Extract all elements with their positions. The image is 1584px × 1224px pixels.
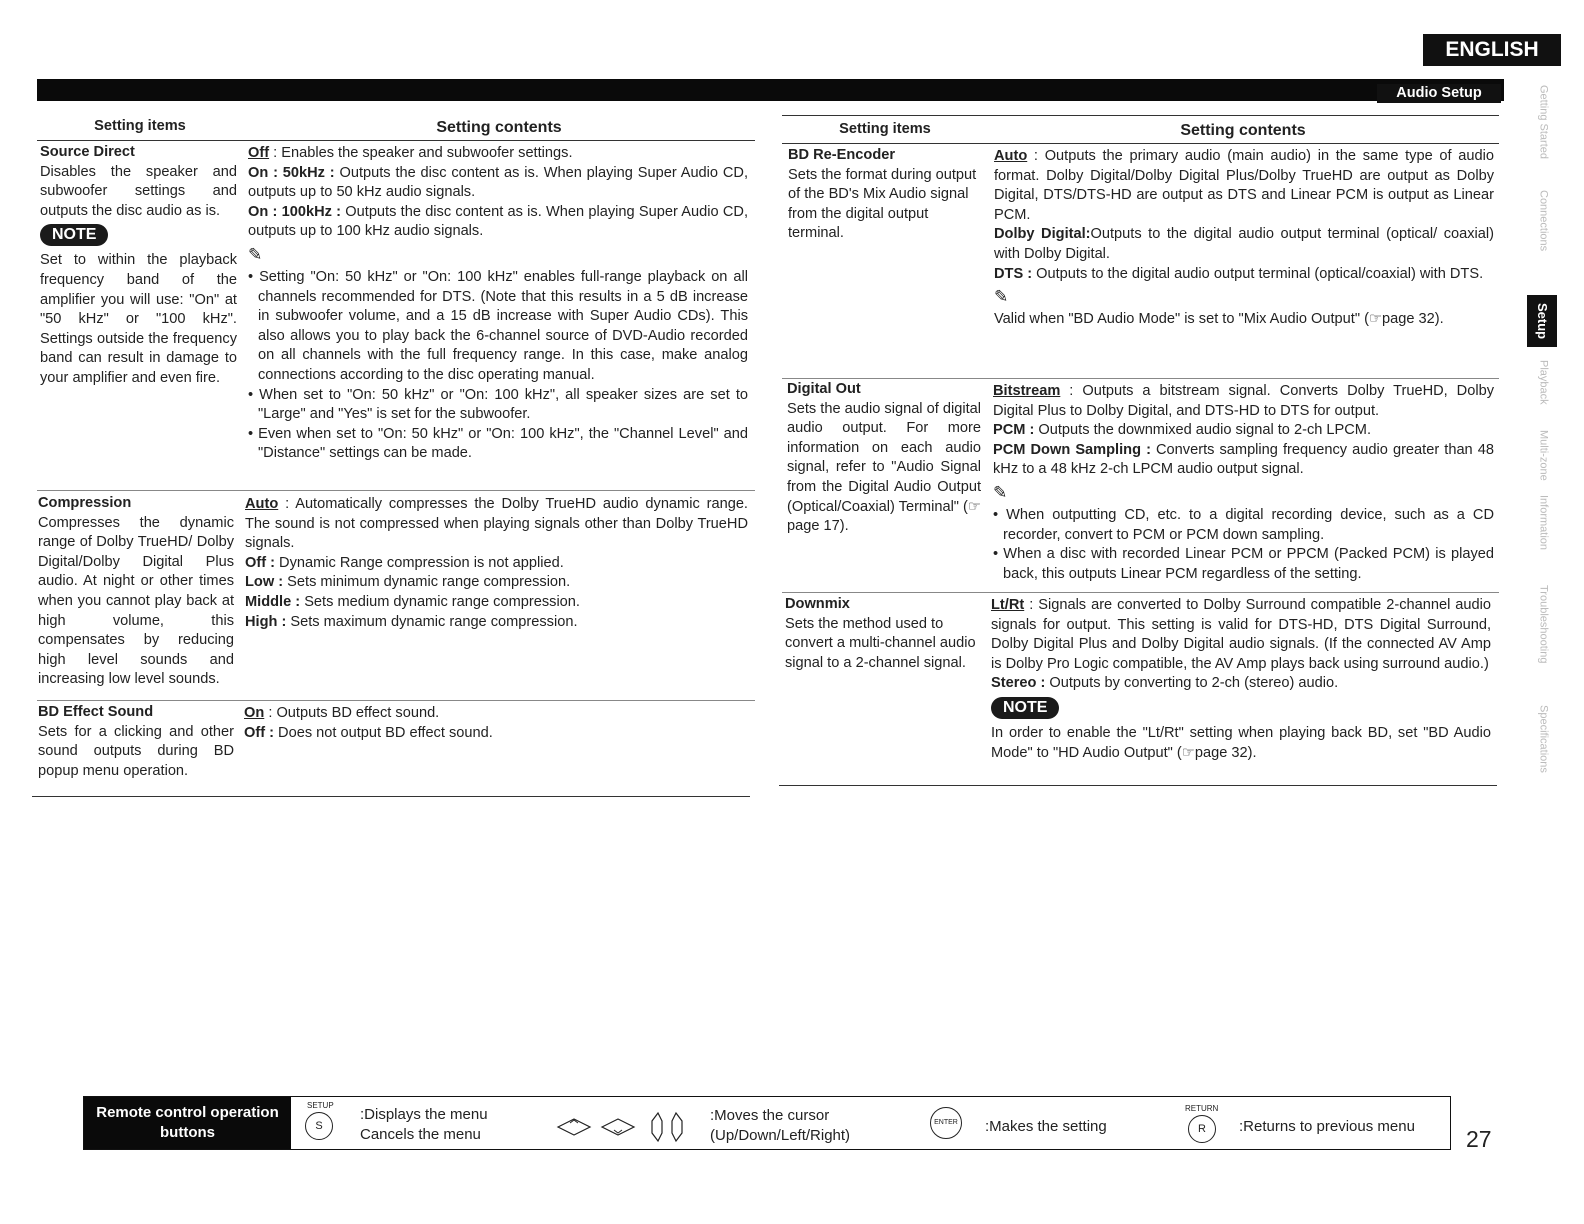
option-key: On : 100kHz :: [248, 203, 342, 220]
option-text: Outputs the downmixed audio signal to 2-ch LPCM.: [1034, 422, 1372, 439]
sidenav-playback[interactable]: Playback: [1537, 360, 1550, 405]
sidenav-getting-started[interactable]: Getting Started: [1537, 85, 1550, 159]
side-navigation: [1527, 85, 1557, 905]
setup-button-icon: S: [305, 1112, 333, 1140]
left-header-rule: [37, 140, 755, 141]
option-key: On : 50kHz :: [248, 164, 335, 181]
option-text: : Signals are converted to Dolby Surround compatible 2-channel audio signals for output. This setting is valid for DTS-HD, DTS Digital Surround, Dolby Digital Plus and Dolby Digital audio signals. (If the connected AV Amp is Dolby Pro Logic compatible, the AV Amp plays back using surround audio.): [991, 597, 1491, 672]
header-bar: [37, 79, 1504, 101]
option-key: Auto: [245, 496, 279, 512]
digital-out-title: Digital Out: [787, 381, 861, 397]
downmix-note: In order to enable the "Lt/Rt" setting when playing back BD, set "BD Audio Mode" to "HD Audio Output" (☞page 32).: [991, 724, 1491, 761]
cursor-text-1: :Moves the cursor: [710, 1107, 830, 1124]
bd-effect-desc: Sets for a clicking and other sound outputs during BD popup menu operation.: [38, 723, 234, 779]
option-text: : Outputs BD effect sound.: [264, 705, 440, 721]
right-header-contents: Setting contents: [1180, 122, 1306, 139]
option-sep: :: [269, 145, 282, 161]
option-key: PCM Down Sampling :: [993, 441, 1151, 458]
bd-reencoder-item: [788, 146, 984, 244]
pencil-icon: ✎: [993, 482, 1008, 502]
right-header-items: Setting items: [839, 121, 931, 137]
source-direct-title: Source Direct: [40, 144, 135, 160]
row-divider: [37, 490, 755, 491]
option-key: Dolby Digital:: [994, 226, 1091, 243]
option-text: : Automatically compresses the Dolby TrueHD audio dynamic range. The sound is not compressed when playing signals other than Dolby TrueHD signals.: [245, 496, 748, 552]
tip-bullet: • When set to "On: 50 kHz" or "On: 100 kHz", all speaker sizes are set to "Large" and "Yes" is set for the subwoofer.: [248, 386, 748, 423]
option-text: Outputs by converting to 2-ch (stereo) audio.: [1045, 675, 1339, 692]
return-text: :Returns to previous menu: [1239, 1118, 1415, 1135]
sidenav-multi-zone[interactable]: Multi-zone: [1537, 430, 1550, 481]
option-text: Outputs the disc content as is. When playing Super Audio CD, outputs up to 100 kHz audio signals.: [248, 203, 748, 240]
compression-title: Compression: [38, 495, 132, 511]
option-key: High :: [245, 613, 287, 630]
option-key: Auto: [994, 148, 1028, 164]
tip-bullet: • Setting "On: 50 kHz" or "On: 100 kHz" enables full-range playback on all channels recommended for DTS. (Note that this results in a 5 dB increase in subwoofer volume, and a 15 dB increase with Super Audio CDs). This also allows you to play back the 6-channel source of DVD-Audio recorded on all channels with the full frequency range. In this case, make analog connections according to the disc operating manual.: [248, 268, 748, 383]
option-key: Low :: [245, 574, 284, 591]
compression-content: [245, 495, 748, 632]
option-key: Off :: [245, 554, 275, 571]
digital-out-content: [993, 382, 1494, 584]
table-bottom-rule: [779, 785, 1497, 786]
bd-effect-item: [38, 703, 234, 781]
bd-effect-title: BD Effect Sound: [38, 704, 154, 720]
digital-out-desc: Sets the audio signal of digital audio output. For more information on each audio signal, refer to "Audio Signal from the Digital Audio Output (Optical/Coaxial) Terminal" (☞page 17).: [787, 400, 981, 535]
remote-control-footer: [83, 1096, 1451, 1150]
setup-text-1: :Displays the menu: [360, 1106, 488, 1123]
cursor-buttons-icon: [554, 1111, 694, 1143]
source-direct-content: [248, 144, 748, 464]
left-header-items: Setting items: [94, 118, 186, 134]
table-bottom-rule: [32, 796, 750, 797]
bd-reencoder-title: BD Re-Encoder: [788, 147, 896, 163]
tip-bullet: • Even when set to "On: 50 kHz" or "On: 100 kHz", the "Channel Level" and "Distance" settings can be made.: [248, 425, 748, 462]
sidenav-troubleshooting[interactable]: Troubleshooting: [1537, 585, 1550, 664]
row-divider: [37, 700, 755, 701]
digital-out-item: [787, 380, 981, 537]
option-key: Off: [248, 145, 270, 161]
option-text: Sets maximum dynamic range compression.: [286, 613, 578, 630]
option-key: On: [244, 705, 265, 721]
source-direct-note: Set to within the playback frequency band of the amplifier you will use: "On" at "50 kHz" or "100 kHz". Settings outside the frequency band can result in damage to your amplifier and even fire.: [40, 252, 237, 386]
bd-reencoder-desc: Sets the format during output of the BD's Mix Audio signal from the digital output terminal.: [788, 166, 977, 242]
option-key: Off :: [244, 724, 274, 741]
sidenav-specifications[interactable]: Specifications: [1537, 705, 1550, 773]
right-header-rule: [782, 143, 1499, 144]
left-header-contents: Setting contents: [436, 119, 562, 136]
option-key: Middle :: [245, 593, 301, 610]
sidenav-information[interactable]: Information: [1537, 495, 1550, 551]
compression-desc: Compresses the dynamic range of Dolby TrueHD/ Dolby Digital/Dolby Digital Plus audio. At night or other times when you cannot play back at high volume, this compensates by reducing high level sounds and increasing low level sounds.: [38, 514, 234, 688]
tip-bullet: • When a disc with recorded Linear PCM or PPCM (Packed PCM) is played back, this outputs Linear PCM regardless of the setting.: [993, 546, 1494, 582]
sidenav-connections[interactable]: Connections: [1537, 190, 1550, 252]
pencil-icon: ✎: [994, 287, 1009, 307]
sidenav-setup[interactable]: Setup: [1527, 295, 1557, 347]
option-text: Outputs the disc content as is. When playing Super Audio CD, outputs up to 50 kHz audio signals.: [248, 164, 748, 201]
option-text: : Outputs the primary audio (main audio) in the same type of audio format. Dolby Digital/Dolby Digital Plus/Dolby TrueHD are output as Dolby Digital, DTS/DTS-HD are output as DTS and Linear PCM is output as Linear PCM.: [994, 148, 1494, 223]
option-text: Sets medium dynamic range compression.: [300, 593, 580, 610]
note-badge: NOTE: [40, 224, 108, 246]
option-text: Does not output BD effect sound.: [274, 724, 493, 741]
downmix-desc: Sets the method used to convert a multi-channel audio signal to a 2-channel signal.: [785, 615, 976, 671]
section-title: Audio Setup: [1377, 84, 1501, 103]
option-text: Enables the speaker and subwoofer settings.: [281, 145, 573, 161]
enter-text: :Makes the setting: [985, 1118, 1107, 1135]
option-text: Outputs to the digital audio output terminal (optical/coaxial) with DTS.: [1032, 265, 1484, 282]
row-divider: [782, 592, 1499, 593]
tip-bullet: • When outputting CD, etc. to a digital recording device, such as a CD recorder, convert to PCM or PCM down sampling.: [993, 506, 1494, 543]
source-direct-desc: Disables the speaker and subwoofer settings and outputs the disc audio as is.: [40, 163, 237, 219]
option-text: : Outputs a bitstream signal. Converts Dolby TrueHD, Dolby Digital Plus to Dolby Digital, and DTS-HD to DTS for output.: [993, 383, 1494, 419]
downmix-item: [785, 595, 981, 673]
tip-text: Valid when "BD Audio Mode" is set to "Mix Audio Output" (☞page 32).: [994, 311, 1444, 328]
cursor-text-2: (Up/Down/Left/Right): [710, 1127, 851, 1144]
option-key: DTS :: [994, 265, 1033, 282]
page-number: 27: [1466, 1126, 1492, 1152]
bd-effect-content: [244, 704, 747, 743]
return-tag: RETURN: [1185, 1104, 1219, 1113]
compression-item: [38, 494, 234, 690]
option-key: Bitstream: [993, 383, 1061, 399]
right-header-top-rule: [782, 115, 1499, 116]
row-divider: [782, 378, 1499, 379]
source-direct-item: [40, 143, 237, 389]
setup-text-2: Cancels the menu: [360, 1126, 481, 1143]
footer-label: Remote control operation buttons: [84, 1097, 291, 1149]
pencil-icon: ✎: [248, 244, 263, 264]
note-badge: NOTE: [991, 697, 1059, 719]
bd-reencoder-content: [994, 147, 1494, 330]
enter-button-icon: ENTER: [930, 1107, 962, 1139]
downmix-content: [991, 596, 1491, 763]
option-text: Dynamic Range compression is not applied.: [275, 554, 564, 571]
option-key: Lt/Rt: [991, 597, 1025, 613]
option-text: Converts sampling frequency audio greater than 48 kHz to a 48 kHz 2-ch LPCM audio output signal.: [993, 441, 1494, 478]
option-key: PCM :: [993, 422, 1035, 439]
option-text: Sets minimum dynamic range compression.: [283, 574, 571, 591]
language-tab: ENGLISH: [1423, 34, 1561, 66]
return-button-icon: R: [1188, 1115, 1216, 1143]
option-key: Stereo :: [991, 675, 1046, 692]
option-text: Outputs to the digital audio output terminal (optical/ coaxial) with Dolby Digital.: [994, 226, 1494, 262]
setup-tag: SETUP: [307, 1101, 334, 1110]
downmix-title: Downmix: [785, 596, 850, 612]
